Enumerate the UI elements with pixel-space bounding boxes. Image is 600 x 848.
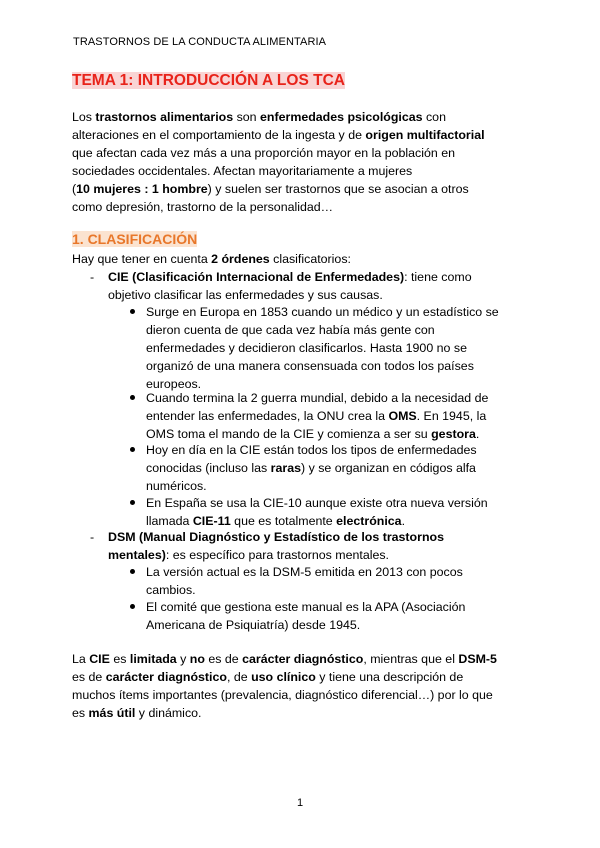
closing-line: es de carácter diagnóstico, de uso clínico y tiene una descripción de	[72, 670, 464, 684]
bullet-item	[126, 494, 526, 530]
page-number: 1	[296, 797, 304, 809]
intro-line: sociedades occidentales. Afectan mayoritariamente a mujeres	[72, 164, 413, 178]
section-heading-highlight: 1. CLASIFICACIÓN	[72, 231, 198, 247]
cie-line: CIE (Clasificación Internacional de Enfermedades): tiene como	[108, 270, 472, 284]
bullet-line: europeos.	[146, 377, 202, 391]
bullet-line: numéricos.	[146, 479, 207, 493]
bullet-line: El comité que gestiona este manual es la APA (Asociación	[146, 600, 466, 614]
bullet-line: La versión actual es la DSM-5 emitida en 2013 con pocos	[146, 565, 463, 579]
list-item-dsm	[90, 528, 530, 564]
bullet-line: Americana de Psiquiatría) desde 1945.	[146, 618, 361, 632]
bullet-dot	[130, 447, 135, 452]
dash-marker: -	[90, 530, 95, 544]
bullet-item	[126, 598, 526, 634]
bullet-item	[126, 441, 526, 495]
bullet-line: dieron cuenta de que cada vez había más gente con	[146, 323, 435, 337]
closing-line: La CIE es limitada y no es de carácter diagnóstico, mientras que el DSM-5	[72, 652, 497, 666]
bullet-dot	[130, 500, 135, 505]
bullet-line: cambios.	[146, 583, 196, 597]
closing-line: es más útil y dinámico.	[72, 706, 202, 720]
intro-line: Los trastornos alimentarios son enfermedades psicológicas con	[72, 110, 446, 124]
bullet-line: OMS toma el mando de la CIE y comienza a ser su gestora.	[146, 427, 480, 441]
bullet-line: Surge en Europa en 1853 cuando un médico y un estadístico se	[146, 305, 499, 319]
bullet-line: En España se usa la CIE-10 aunque existe otra nueva versión	[146, 496, 488, 510]
running-header: TRASTORNOS DE LA CONDUCTA ALIMENTARIA	[73, 36, 327, 48]
dash-marker: -	[90, 270, 95, 284]
bullet-item	[126, 563, 526, 599]
cie-line: objetivo clasificar las enfermedades y sus causas.	[108, 288, 383, 302]
bullet-line: llamada CIE-11 que es totalmente electrónica.	[146, 514, 406, 528]
intro-line: (10 mujeres : 1 hombre) y suelen ser trastornos que se asocian a otros	[72, 182, 469, 196]
bullet-dot	[130, 604, 135, 609]
page-title	[72, 72, 345, 90]
intro-line: alteraciones en el comportamiento de la ingesta y de origen multifactorial	[72, 128, 485, 142]
bullet-line: enfermedades y decidieron clasificarlos. Hasta 1900 no se	[146, 341, 467, 355]
bullet-line: organizó de una manera consensuada con todos los países	[146, 359, 474, 373]
closing-line: muchos ítems importantes (prevalencia, diagnóstico diferencial…) por lo que	[72, 688, 493, 702]
bullet-item	[126, 389, 526, 443]
bullet-line: entender las enfermedades, la ONU crea la OMS. En 1945, la	[146, 409, 487, 423]
title-highlight: TEMA 1: INTRODUCCIÓN A LOS TCA	[72, 72, 345, 89]
bullet-dot	[130, 569, 135, 574]
section-heading	[72, 231, 197, 247]
bullet-line: Cuando termina la 2 guerra mundial, debido a la necesidad de	[146, 391, 489, 405]
dsm-line: mentales): es específico para trastornos mentales.	[108, 548, 389, 562]
list-item-cie	[90, 268, 530, 304]
section-lead: Hay que tener en cuenta 2 órdenes clasificatorios:	[72, 252, 351, 266]
bullet-dot	[130, 309, 135, 314]
intro-line: como depresión, trastorno de la personalidad…	[72, 200, 334, 214]
bullet-item	[126, 303, 526, 393]
bullet-line: Hoy en día en la CIE están todos los tipos de enfermedades	[146, 443, 477, 457]
bullet-line: conocidas (incluso las raras) y se organizan en códigos alfa	[146, 461, 476, 475]
dsm-line: DSM (Manual Diagnóstico y Estadístico de los trastornos	[108, 530, 444, 544]
bullet-dot	[130, 395, 135, 400]
intro-line: que afectan cada vez más a una proporción mayor en la población en	[72, 146, 455, 160]
